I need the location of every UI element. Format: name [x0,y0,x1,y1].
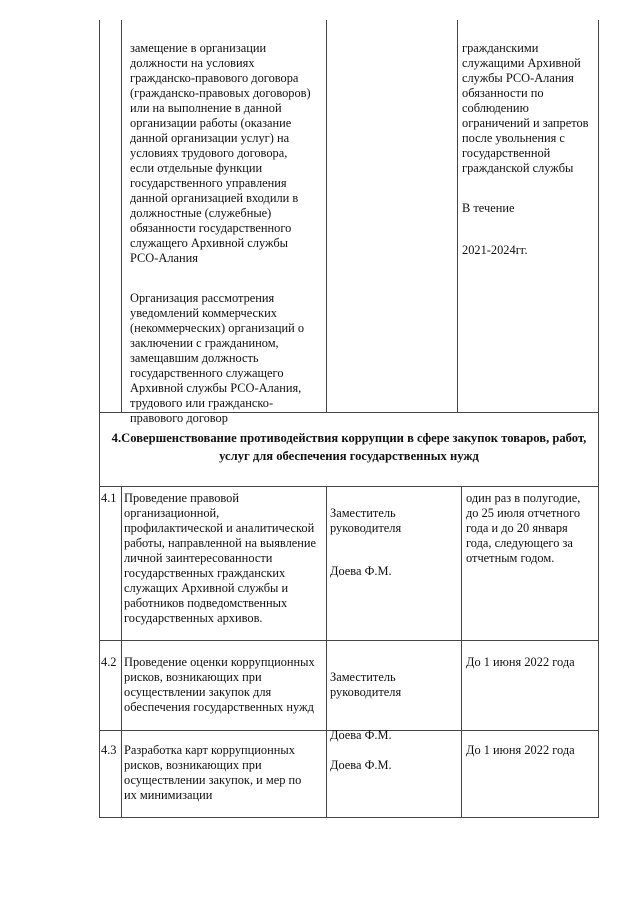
table-border-left [99,412,100,818]
row-responsible-name: Доева Ф.М. [330,564,392,578]
top-row-term-c: 2021-2024гг. [462,243,528,257]
row-term: один раз в полугодие, до 25 июля отчетного года и до 20 января года, следующего за отчетным годом. [466,491,581,565]
top-row-term [462,26,597,273]
row-number: 4.1 [101,491,117,505]
row-number: 4.2 [101,655,117,669]
row-responsible [330,743,458,788]
row-responsible-position: Заместитель руководителя [330,670,402,699]
row-description: Проведение правовой организационной, профилактической и аналитической работы, направленной на выявление личной заинтересованности государственных гражданских служащих Архивной службы и работников подведомственных государственных архивов. [124,491,317,625]
table-border-col1 [121,486,122,818]
top-row-description [130,26,325,441]
table-border-right [598,412,599,818]
section-title: 4.Совершенствование противодействия коррупции в сфере закупок товаров, работ, услуг для обеспечения государственных нужд [111,431,587,463]
table-border-col3 [461,486,462,818]
top-row-term-a: гражданскими служащими Архивной службы РСО-Алания обязанности по соблюдению ограничений и запретов после увольнения с государственной гражданской службы [462,41,589,175]
row-responsible-position: Заместитель руководителя [330,506,402,535]
row-responsible-name: Доева Ф.М. [330,758,392,772]
row-description: Разработка карт коррупционных рисков, возникающих при осуществлении закупок, и мер по их минимизации [124,743,302,802]
table-row-divider [99,640,599,641]
top-row-term-b: В течение [462,201,515,215]
row-responsible-name: Доева Ф.М. [330,728,392,742]
table-border-col2 [326,486,327,818]
table-border-bottom [99,817,599,818]
table-border-col1 [121,20,122,412]
table-border-col3 [457,20,458,412]
row-description: Проведение оценки коррупционных рисков, возникающих при осуществлении закупок для обеспечения государственных нужд [124,655,315,714]
row-responsible [330,491,458,594]
table-border-left [99,20,100,412]
row-term: До 1 июня 2022 года [466,655,575,669]
top-row-description-a: замещение в организации должности на условиях гражданско-правового договора (гражданско-правовых договоров) или на выполнение в данной организации работы (оказание данной организации услуг) на условиях трудового договора, если отдельные функции государственного управления данной организацией входили в должностные (служебные) обязанности государственного служащего Архивной службы РСО-Алания [130,41,311,265]
top-row-description-b: Организация рассмотрения уведомлений коммерческих (некоммерческих) организаций о заключении с гражданином, замещавшим должность государственного служащего Архивной службы РСО-Алания, трудового или гражданско- правового договор [130,291,305,425]
table-border-col2 [326,20,327,412]
row-number: 4.3 [101,743,117,757]
row-term: До 1 июня 2022 года [466,743,575,757]
table-border-right [598,20,599,412]
table-row-divider [99,486,599,487]
